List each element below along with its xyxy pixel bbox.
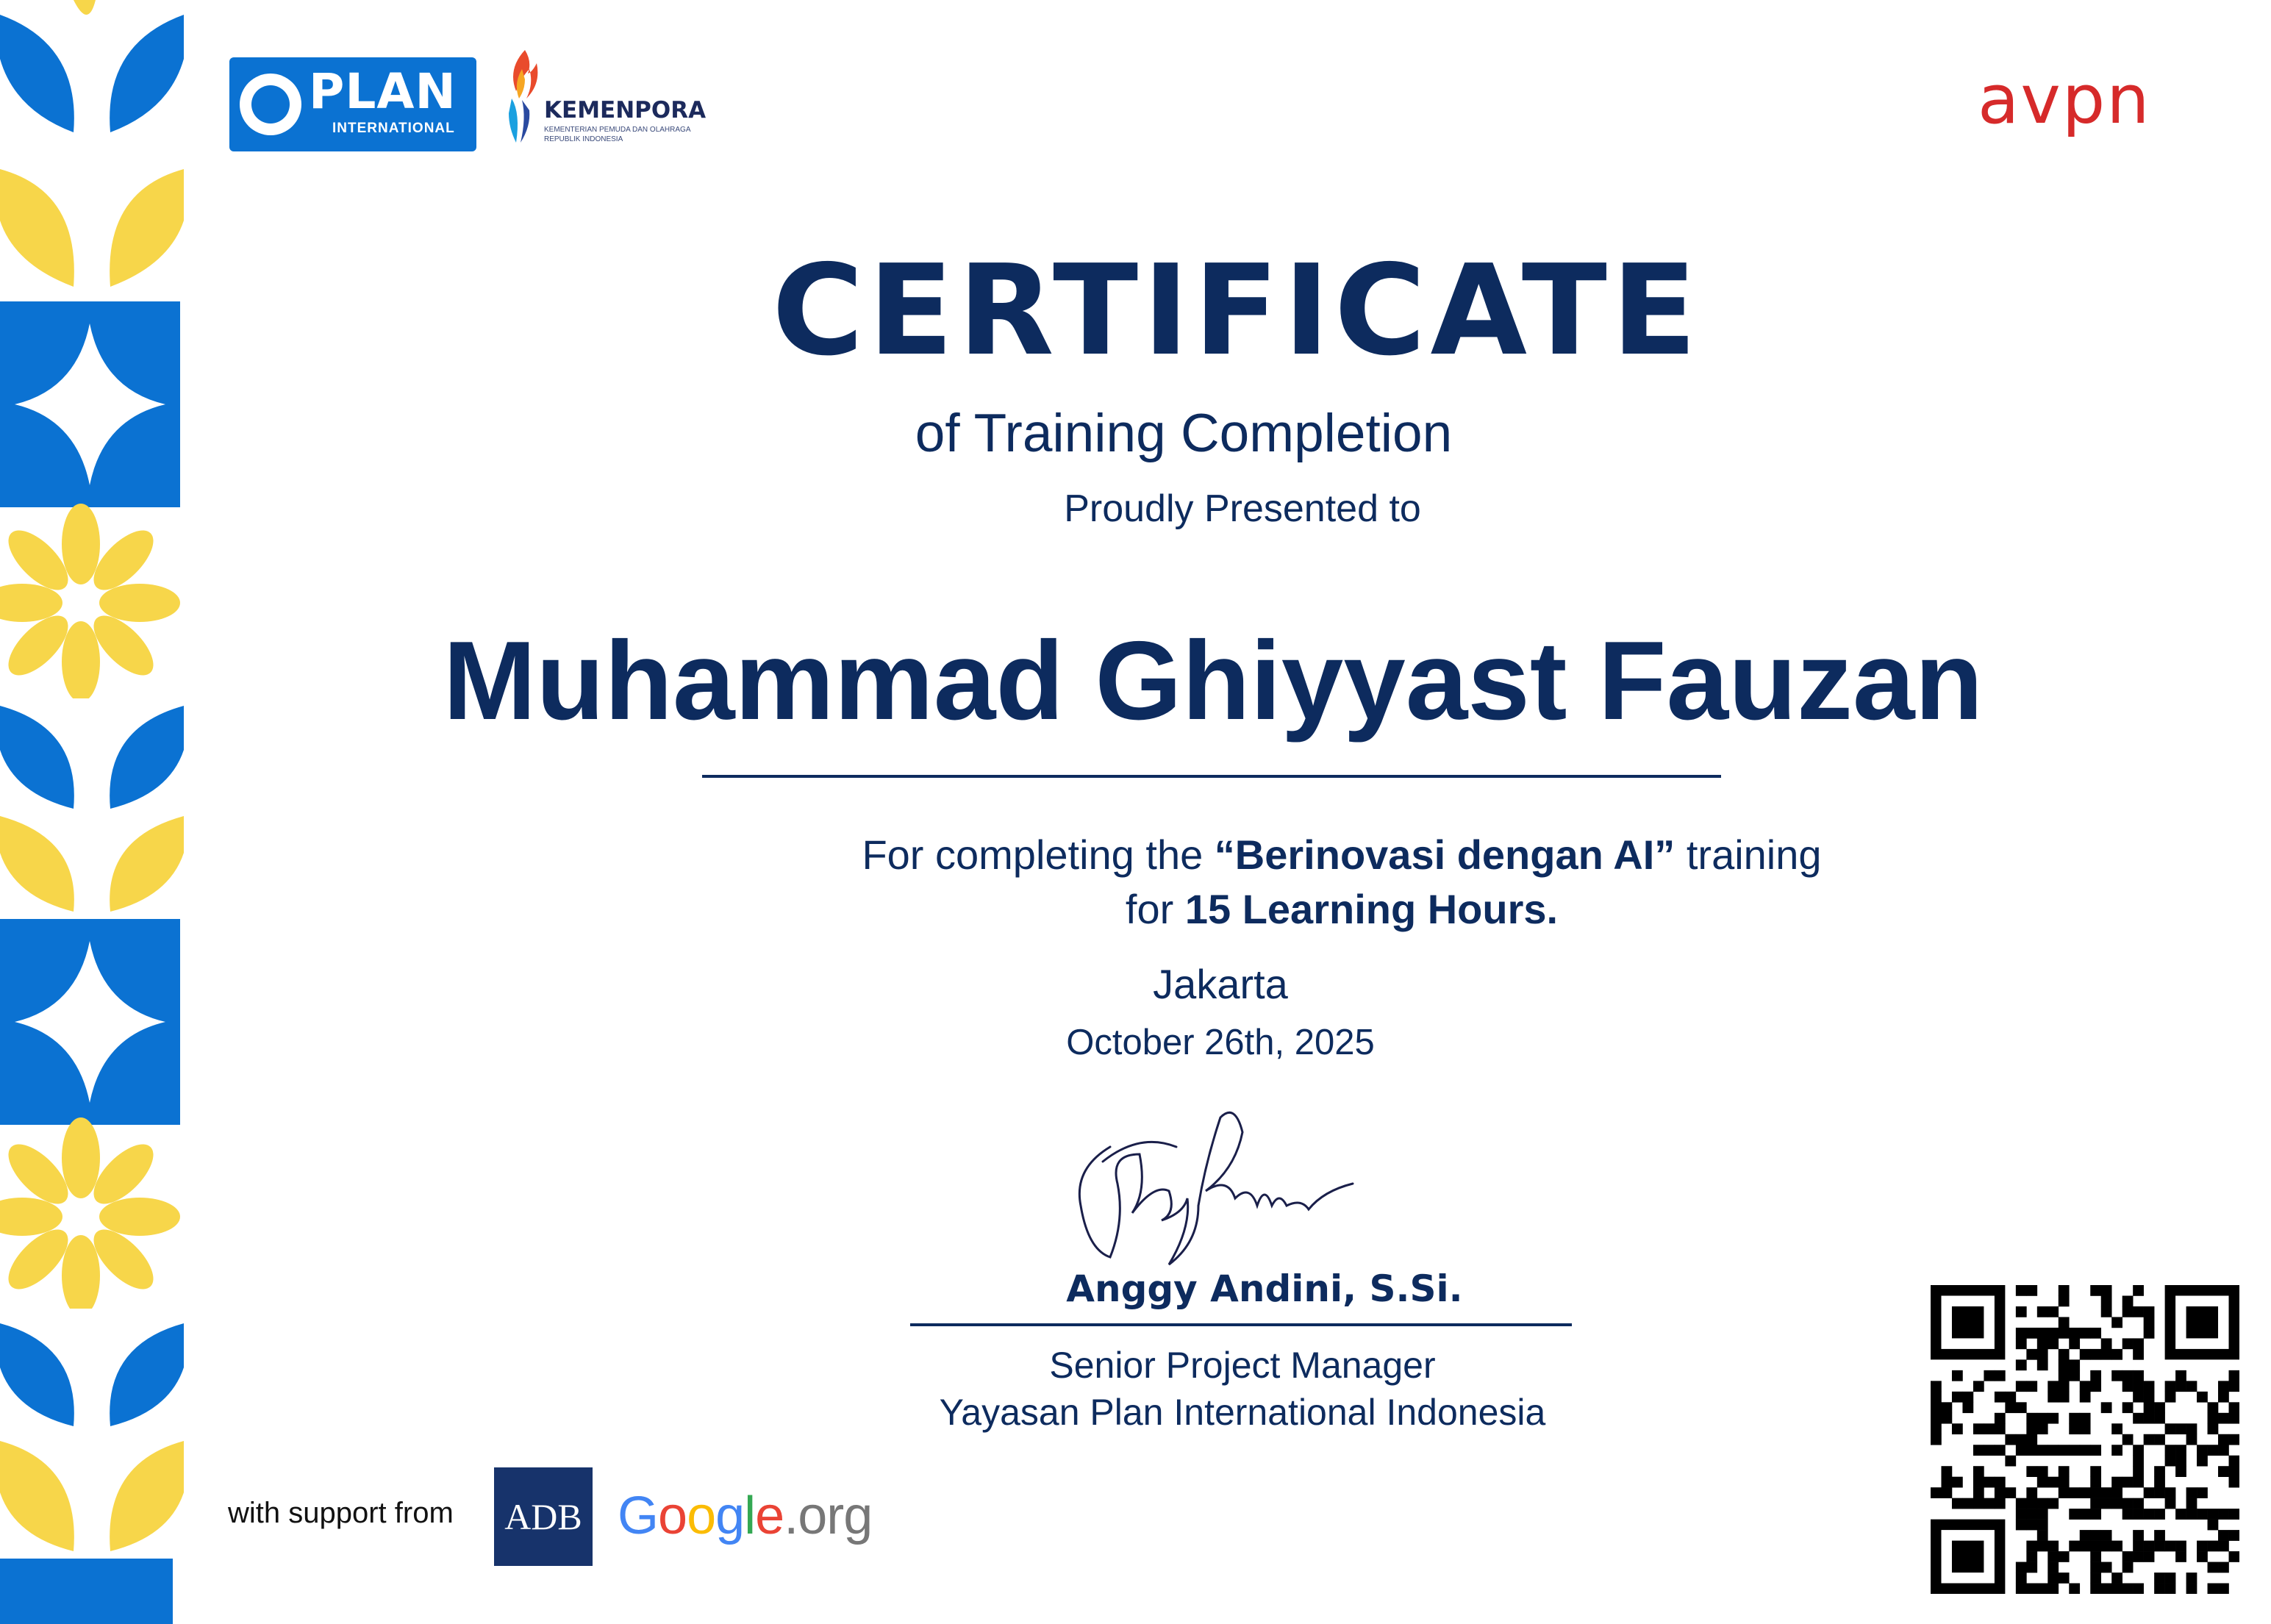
decorative-side-pattern [0, 0, 184, 1624]
google-letter-4: g [715, 1487, 745, 1545]
signatory-organization: Yayasan Plan International Indonesia [939, 1392, 1546, 1433]
support-text: with support from [228, 1497, 454, 1529]
google-letter-1: G [618, 1487, 659, 1545]
signature-line [910, 1323, 1572, 1326]
training-name: “Berinovasi dengan AI” [1214, 831, 1675, 878]
learning-hours: 15 Learning Hours. [1184, 886, 1559, 932]
name-underline [702, 775, 1721, 778]
signatory-name: Anggy Andini, S.Si. [1066, 1267, 1463, 1310]
issue-city: Jakarta [1153, 961, 1288, 1007]
completion-text-suffix: training [1675, 831, 1822, 878]
google-letter-2: o [658, 1487, 687, 1545]
recipient-name: Muhammad Ghiyyast Fauzan [443, 618, 1984, 743]
qr-code-icon[interactable] [1931, 1285, 2239, 1594]
completion-text-line-2 [515, 885, 2169, 933]
certificate-subtitle: of Training Completion [915, 404, 1453, 463]
kemenpora-logo-subtitle-2: REPUBLIK INDONESIA [544, 135, 623, 143]
hours-prefix: for [1125, 886, 1185, 932]
google-letter-3: o [687, 1487, 716, 1545]
avpn-logo: avpn [1978, 60, 2151, 139]
plan-logo-subtitle: INTERNATIONAL [332, 121, 455, 136]
plan-logo-word: PLAN [309, 63, 457, 120]
kemenpora-logo-subtitle-1: KEMENTERIAN PEMUDA DAN OLAHRAGA [544, 126, 691, 134]
signatory-role: Senior Project Manager [1049, 1345, 1436, 1386]
adb-logo: ADB [494, 1467, 593, 1566]
torch-logo-icon [500, 47, 544, 146]
completion-text-prefix: For completing the [862, 831, 1215, 878]
completion-text-line-1 [515, 831, 2169, 879]
kemenpora-logo-word: KEMENPORA [544, 97, 707, 124]
certificate-title: CERTIFICATE [772, 238, 1701, 384]
google-letter-5: l [744, 1487, 756, 1545]
google-org-logo [618, 1487, 873, 1545]
presented-to-label: Proudly Presented to [1064, 487, 1421, 530]
google-org-suffix: .org [784, 1487, 873, 1545]
handwritten-signature [1059, 1103, 1367, 1272]
plan-logo-figure [251, 85, 290, 124]
issue-date: October 26th, 2025 [1066, 1023, 1375, 1062]
google-letter-6: e [755, 1487, 784, 1545]
